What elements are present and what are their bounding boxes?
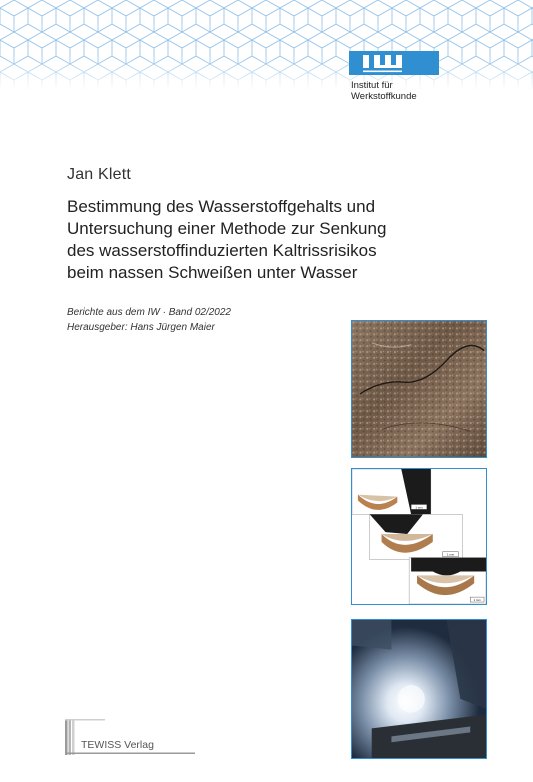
weld-sections-image <box>352 469 486 604</box>
institute-name <box>351 80 417 102</box>
micrograph-photo <box>351 320 487 458</box>
scale-bar-label: 1 mm <box>473 598 481 603</box>
institute-name-line2: Werkstoffkunde <box>351 91 417 102</box>
author-name: Jan Klett <box>67 166 132 183</box>
publisher-name: TEWISS Verlag <box>81 739 154 751</box>
iw-logo <box>349 51 439 75</box>
weld-cross-section-photos <box>351 468 487 605</box>
book-title <box>67 196 487 284</box>
scale-bar-label: 1 mm <box>415 505 423 510</box>
series-info <box>67 305 231 335</box>
series-line: Berichte aus dem IW · Band 02/2022 <box>67 307 231 318</box>
underwater-welding-photo <box>351 619 487 759</box>
title-line: Bestimmung des Wasserstoffgehalts und <box>67 197 376 216</box>
micrograph-image <box>352 321 486 457</box>
institute-name-line1: Institut für <box>351 80 393 91</box>
cube-pattern-header <box>0 0 533 90</box>
title-line: beim nassen Schweißen unter Wasser <box>67 263 358 282</box>
title-line: des wasserstoffinduzierten Kaltrissrisikos <box>67 241 377 260</box>
editor-line: Herausgeber: Hans Jürgen Maier <box>67 322 215 333</box>
title-line: Untersuchung einer Methode zur Senkung <box>67 219 387 238</box>
scale-bar-label: 1 mm <box>446 552 455 557</box>
welding-image <box>352 620 486 758</box>
